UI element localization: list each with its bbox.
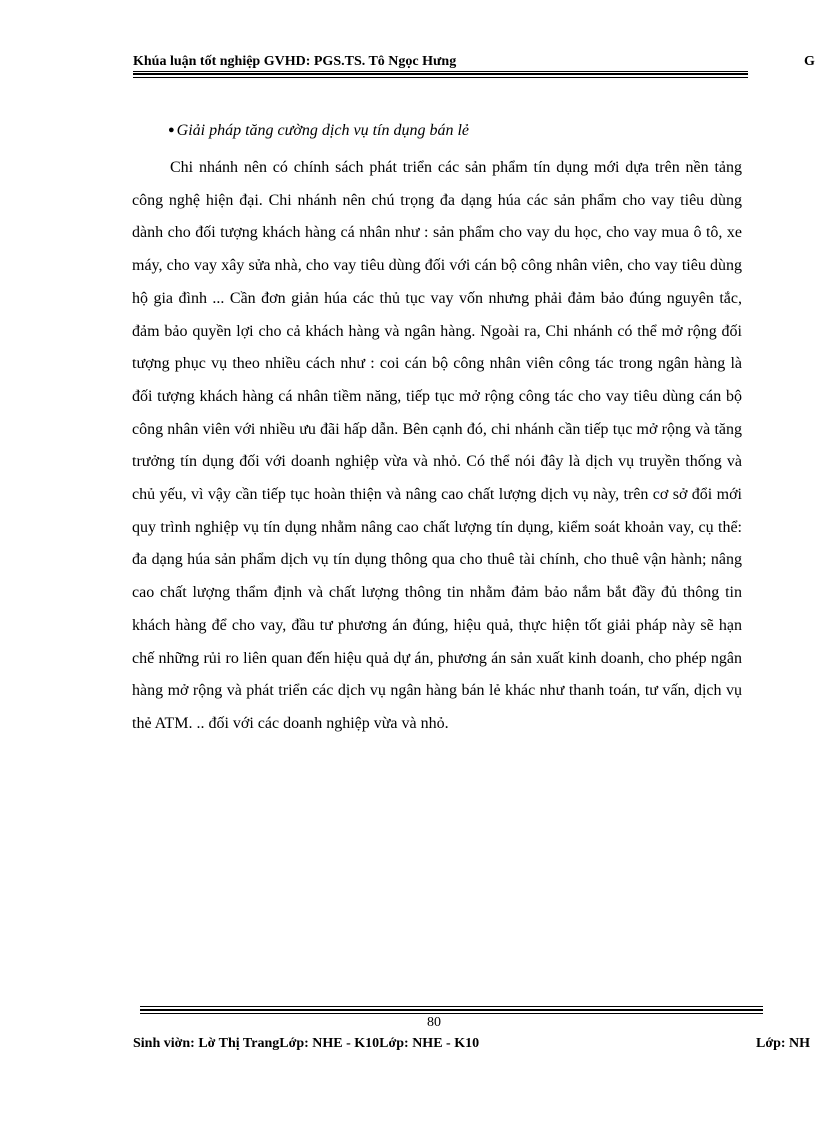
footer-class-info: Lớp: NH — [756, 1036, 811, 1051]
header-rule-bottom — [133, 77, 748, 78]
body-paragraph-text: Chi nhánh nên có chính sách phát triển các sản phẩm tín dụng mới dựa trên nền tảng công nghệ hiện đại. Chi nhánh nên chú trọng đa dạng húa các sản phẩm cho vay tiêu dùng dành cho đối tượng khách hàng cá nhân như : sản phẩm cho vay du học, cho vay mua ô tô, xe máy, cho vay xây sửa nhà, cho vay tiêu dùng đối với cán bộ công nhân viên, cho vay tiêu dùng hộ gia đình ... Cần đơn giản húa các thủ tục vay vốn nhưng phải đảm bảo đúng nguyên tắc, đảm bảo quyền lợi cho cả khách hàng và ngân hàng. Ngoài ra, Chi nhánh có thể mở rộng đối tượng phục vụ theo nhiều cách như : coi cán bộ công nhân viên công tác trong ngân hàng là đối tượng khách hàng cá nhân tiềm năng, tiếp tục mở rộng công tác cho vay tiêu dùng cán bộ công nhân viên với nhiều ưu đãi hấp dẫn. Bên cạnh đó, chi nhánh cần tiếp tục mở rộng và tăng trưởng tín dụng đối với doanh nghiệp vừa và nhỏ. Có thể nói đây là dịch vụ truyền thống và chủ yếu, vì vậy cần tiếp tục hoàn thiện và nâng cao chất lượng dịch vụ này, trên cơ sở đổi mới quy trình nghiệp vụ tín dụng nhằm nâng cao chất lượng tín dụng, kiểm soát khoản vay, cụ thể: đa dạng húa sản phẩm dịch vụ tín dụng thông qua cho thuê tài chính, cho thuê vận hành; nâng cao chất lượng thẩm định và chất lượng thông tin nhằm đảm bảo nắm bắt đầy đủ thông tin khách hàng để cho vay, đầu tư phương án đúng, hiệu quả, thực hiện tốt giải pháp này sẽ hạn chế những rủi ro liên quan đến hiệu quả dự án, phương án sản xuất kinh doanh, cho phép ngân hàng mở rộng và phát triển các dịch vụ ngân hàng bán lẻ khác như thanh toán, tư vấn, dịch vụ thẻ ATM. .. đối với các doanh nghiệp vừa và nhỏ. — [132, 159, 742, 732]
header-right-text: G — [804, 54, 815, 69]
header-title: Khúa luận tốt nghiệp GVHD: PGS.TS. Tô Ngọc Hưng — [133, 54, 457, 69]
section-heading-text: Giải pháp tăng cường dịch vụ tín dụng bán lẻ — [176, 122, 469, 139]
footer-rule-top — [140, 1006, 763, 1007]
footer-rule-bottom — [140, 1013, 763, 1014]
header-rule-thick — [133, 73, 748, 75]
footer-rule-thick — [140, 1009, 763, 1011]
body-paragraph — [132, 152, 742, 741]
footer-student-info: Sinh viờn: Lờ Thị TrangLớp: NHE - K10Lớp: NHE - K10 — [133, 1036, 480, 1051]
header-rule-top — [133, 71, 748, 72]
bullet-icon: ● — [168, 124, 175, 136]
section-heading — [168, 122, 469, 140]
page-number: 80 — [427, 1015, 441, 1030]
